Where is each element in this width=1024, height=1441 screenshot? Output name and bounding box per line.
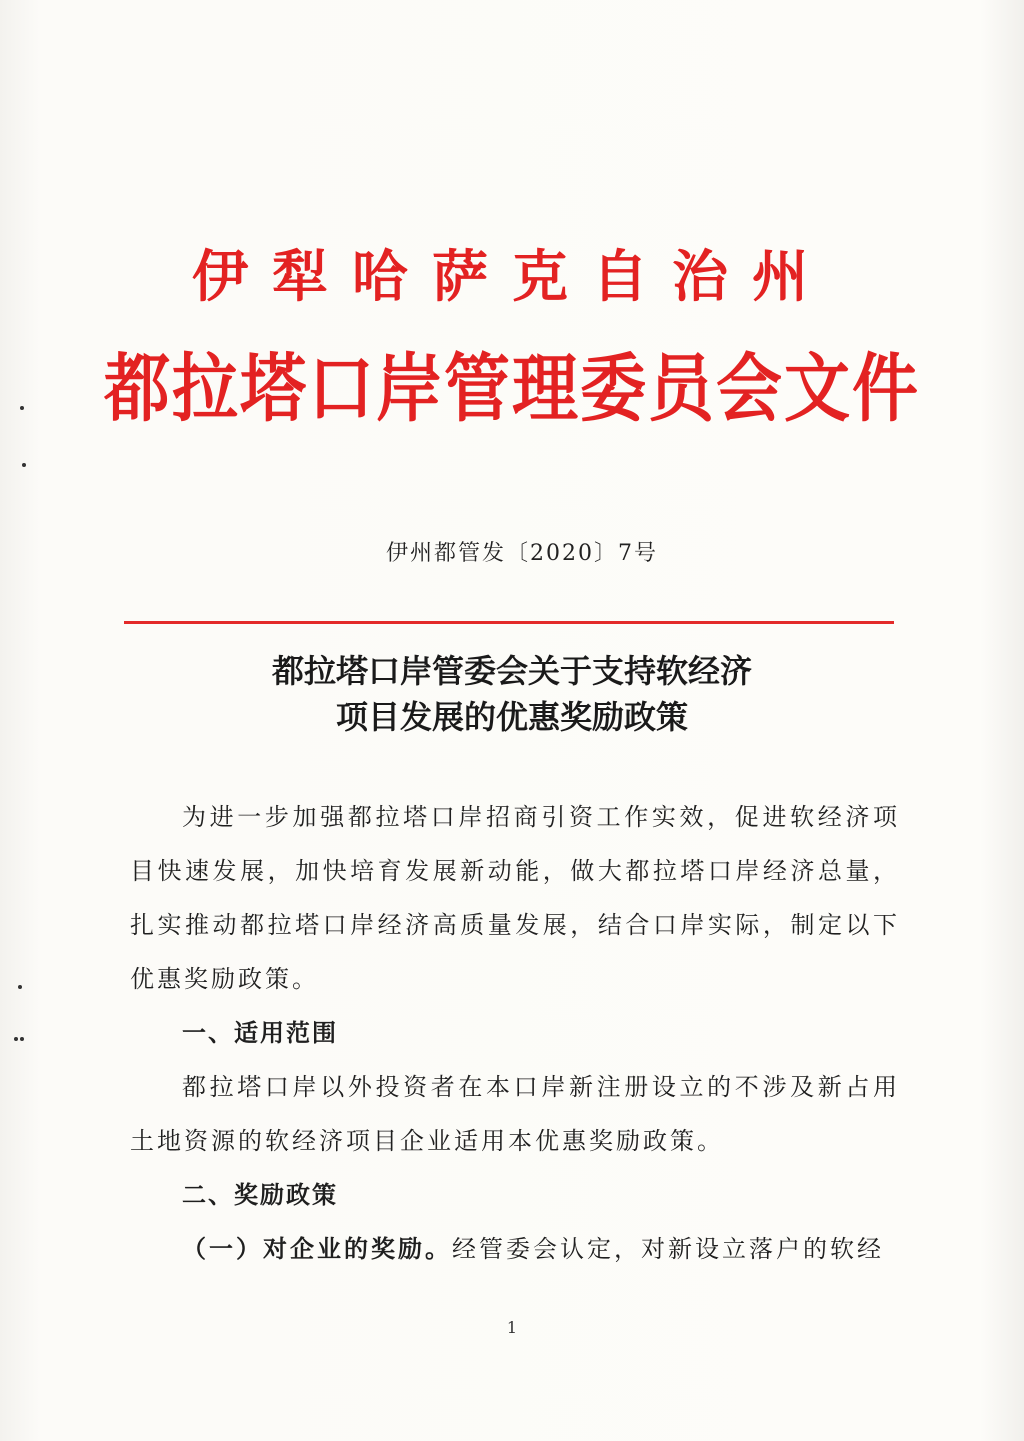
red-divider	[124, 621, 894, 624]
document-title	[0, 648, 1024, 740]
scan-mark	[14, 1037, 18, 1041]
scan-mark	[22, 463, 26, 467]
scan-mark	[18, 985, 22, 989]
subsection1-heading: （一）对企业的奖励。	[182, 1234, 452, 1263]
issuer-header-line1: 伊犁哈萨克自治州	[192, 245, 832, 310]
issuer-header-line2: 都拉塔口岸管理委员会文件	[104, 344, 920, 432]
document-body	[130, 790, 900, 1276]
title-line2: 项目发展的优惠奖励政策	[335, 698, 688, 736]
scan-mark	[20, 1037, 24, 1041]
subsection1-paragraph	[130, 1222, 900, 1276]
subsection1-text: 经管委会认定，对新设立落户的软经	[452, 1235, 884, 1263]
title-line1: 都拉塔口岸管委会关于支持软经济	[271, 652, 752, 690]
section1-paragraph: 都拉塔口岸以外投资者在本口岸新注册设立的不涉及新占用土地资源的软经济项目企业适用本优惠奖励政策。	[130, 1073, 900, 1155]
intro-paragraph: 为进一步加强都拉塔口岸招商引资工作实效，促进软经济项目快速发展，加快培育发展新动能，做大都拉塔口岸经济总量，扎实推动都拉塔口岸经济高质量发展，结合口岸实际，制定以下优惠奖励政策。	[130, 803, 900, 993]
document-number: 伊州都管发〔2020〕7号	[386, 541, 658, 566]
section1-heading: 一、适用范围	[182, 1019, 338, 1047]
page-number: 1	[506, 1318, 518, 1337]
section2-heading: 二、奖励政策	[182, 1181, 338, 1209]
